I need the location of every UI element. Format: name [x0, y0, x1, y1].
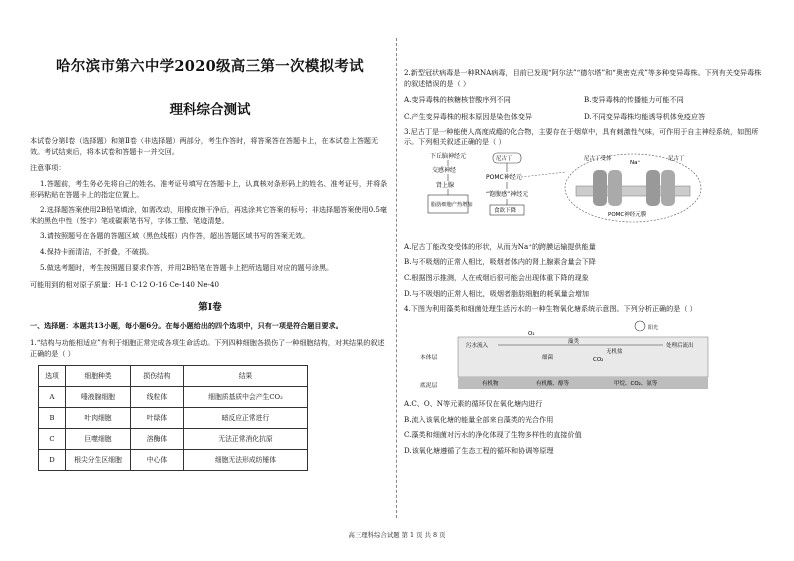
fig-receptor-shape — [646, 170, 660, 206]
q1-header-cell: 损伤结构 — [131, 366, 184, 387]
notice-item-2: 2.选择题答案使用2B铅笔填涂，如需改动，用橡皮擦干净后，再选涂其它答案的标号；非选择题答案使用0.5毫米的黑色中性（签字）笔或碳素笔书写，字体工整、笔迹清楚。 — [30, 205, 387, 225]
q3-option-c: C.根据图示推测，人在戒烟后很可能会出现体重下降的现象 — [404, 273, 589, 283]
fig-label-o2: O₂ — [528, 331, 535, 338]
table-cell: 唾液腺细胞 — [66, 387, 131, 408]
fig-label-hypothalamus: 下丘脑神经元 — [430, 152, 467, 160]
notice-item-3: 3.请按照题号在各题的答题区域（黑色线框）内作答，超出答题区域书写的答案无效。 — [40, 231, 310, 241]
q2-stem: 2.新型冠状病毒是一种RNA病毒，目前已发现“阿尔法”“德尔塔”和“奥密克戎”等多种变异毒株。下列有关变异毒株的叙述错误的是（ ） — [404, 68, 762, 88]
q4-option-c: C.藻类和细菌对污水的净化体现了生物多样性的直接价值 — [404, 430, 582, 440]
notice-title: 注意事项： — [30, 163, 66, 173]
fig-label-na: Na⁺ — [630, 159, 641, 166]
column-divider — [396, 38, 397, 518]
q4-stem: 4.下图为利用藻类和细菌处理生活污水的一种生物氧化塘系统示意图。下列分析正确的是（ ） — [404, 304, 697, 314]
table-row — [39, 429, 308, 450]
fig-label-outflow: 处理后流出 — [666, 343, 694, 350]
fig-label-co2: CO₂ — [593, 357, 604, 364]
q1-header-cell: 细胞种类 — [66, 366, 131, 387]
q2-options-row2 — [404, 112, 766, 123]
table-cell: 暗反应正常进行 — [184, 408, 308, 429]
q2-options-row1 — [404, 95, 766, 106]
fig-receptor-shape — [593, 170, 607, 206]
subject-title: 理科综合测试 — [169, 101, 251, 118]
q1-header-cell: 结果 — [184, 366, 308, 387]
table-cell: 细胞无法形成纺锤体 — [184, 450, 308, 471]
fig-label-bacteria: 细菌 — [542, 355, 554, 362]
fig-label-receptor: 尼古丁受体 — [584, 155, 612, 162]
q3-figure — [408, 150, 748, 240]
notice-item-1: 1.答题前，考生务必先将自己的姓名、准考证号填写在答题卡上，认真核对条形码上的姓名、准考证号，并将条形码粘贴在答题卡上的指定位置上。 — [30, 178, 388, 199]
fig-label-nicotine: 尼古丁 — [496, 155, 513, 162]
fig-label-inflow: 污水流入 — [466, 343, 489, 350]
table-cell: 无法正常消化抗原 — [184, 429, 308, 450]
intro-paragraph: 本试卷分第Ⅰ卷（选择题）和第Ⅱ卷（非选择题）两部分，考生作答时，将答案答在答题卡上，在本试卷上答题无效。考试结束后，将本试卷和答题卡一并交回。 — [30, 136, 379, 156]
notice-item-5: 5.做选考题时，考生按照题目要求作答，并用2B铅笔在答题卡上把所选题目对应的题号涂黑。 — [40, 262, 334, 272]
table-cell: C — [39, 429, 66, 450]
fig-label-organic-acids: 有机酸、醇等 — [536, 381, 570, 388]
table-cell: 细胞质基质中会产生CO₂ — [184, 387, 308, 408]
q4-option-d: D.该氧化塘遵循了生态工程的循环和协调等原理 — [404, 445, 554, 455]
q1-header-cell: 选项 — [39, 366, 66, 387]
fig-label-membrane: POMC神经元膜 — [608, 211, 647, 218]
q2-option-a: A.变异毒株的核糖核苷酸序列不同 — [404, 95, 511, 105]
table-cell: 巨噬细胞 — [66, 429, 131, 450]
table-cell: D — [39, 450, 66, 471]
table-cell: 中心体 — [131, 450, 184, 471]
q1-stem: 1.“结构与功能相适应”有利于细胞正常完成各项生命活动。下列四种细胞各损伤了一种细胞结构，对其结果的叙述正确的是（ ） — [30, 337, 385, 358]
q3-option-a: A.尼古丁能改变受体的形状，从而为Na⁺的跨膜运输提供能量 — [404, 241, 596, 251]
q3-option-d: D.与不吸烟的正常人相比，吸烟者脂肪细胞的耗氧量会增加 — [404, 288, 590, 298]
fig-label-organic: 有机物 — [482, 381, 499, 388]
fig-label-nicotine-2: 尼古丁 — [668, 155, 685, 162]
q1-table — [38, 365, 308, 471]
q1-table-header — [39, 366, 308, 387]
q4-option-a: A.C、O、N等元素的循环仅在氧化塘内进行 — [404, 399, 543, 409]
q3-stem: 3.尼古丁是一种能使人高度成瘾的化合物，主要存在于烟草中，具有刺激性气味，可作用于自主神经系统，如图所示。下列相关叙述正确的是（ ） — [404, 126, 759, 147]
table-cell: B — [39, 408, 66, 429]
atomic-masses: 可能用到的相对原子质量：H-1 C-12 O-16 Ce-140 Ne-40 — [30, 280, 219, 290]
fig-label-algae: 藻类 — [568, 339, 580, 346]
fig-label-satiety: “饱腹感”神经元 — [486, 190, 529, 198]
table-cell: 叶绿体 — [131, 408, 184, 429]
notice-item-4: 4.保持卡面清洁，不折叠，不破损。 — [40, 247, 154, 257]
q2-option-b: B.变异毒株的传播能力可能不同 — [584, 95, 684, 105]
left-column — [30, 40, 390, 471]
fig-label-adrenal: 肾上腺 — [436, 181, 455, 189]
section-title: 第Ⅰ卷 — [198, 302, 222, 314]
table-cell: A — [39, 387, 66, 408]
fig-receptor-shape — [608, 170, 622, 206]
fig-label-sympathetic: 交感神经 — [432, 166, 457, 174]
table-row — [39, 450, 308, 471]
q2-option-c: C.产生变异毒株的根本原因是染色体变异 — [404, 111, 533, 121]
right-column — [404, 40, 766, 457]
table-cell: 溶酶体 — [131, 429, 184, 450]
fig-label-pomc: POMC神经元 — [486, 173, 522, 181]
q4-option-b: B.流入该氧化塘的能量全部来自藻类的光合作用 — [404, 414, 554, 424]
fig-label-nutrients: 无机盐 — [606, 349, 623, 356]
q4-figure — [418, 317, 738, 395]
q2-option-d: D.不同变异毒株均能诱导机体免疫应答 — [584, 111, 706, 121]
section-instruction: 一、选择题：本题共13小题，每小题6分。在每小题给出的四个选项中，只有一项是符合题目要求。 — [30, 321, 343, 331]
instructions — [30, 136, 390, 291]
fig-label-sunlight: 阳光 — [648, 325, 659, 332]
table-cell: 线粒体 — [131, 387, 184, 408]
table-row — [39, 408, 308, 429]
school-title: 哈尔滨市第六中学2020级高三第一次模拟考试 — [56, 58, 364, 75]
q3-option-b: B.与不吸烟的正常人相比，吸烟者体内的肾上腺素含量会下降 — [404, 257, 596, 267]
table-cell: 根尖分生区细胞 — [66, 450, 131, 471]
fig-label-gases: 甲烷、CO₂、氨等 — [614, 381, 658, 388]
page-footer: 高三理科综合试题 第 1 页 共 8 页 — [348, 531, 446, 539]
fig-receptor-shape — [661, 170, 675, 206]
table-cell: 叶肉细胞 — [66, 408, 131, 429]
table-row — [39, 387, 308, 408]
fig-label-sediment: 底泥层 — [420, 383, 438, 390]
fig-label-water: 本体层 — [420, 355, 438, 362]
fig-label-fat: 脂肪细胞产热增加 — [431, 201, 473, 208]
fig-label-appetite: 食欲下降 — [494, 207, 517, 214]
sun-icon — [635, 321, 645, 331]
